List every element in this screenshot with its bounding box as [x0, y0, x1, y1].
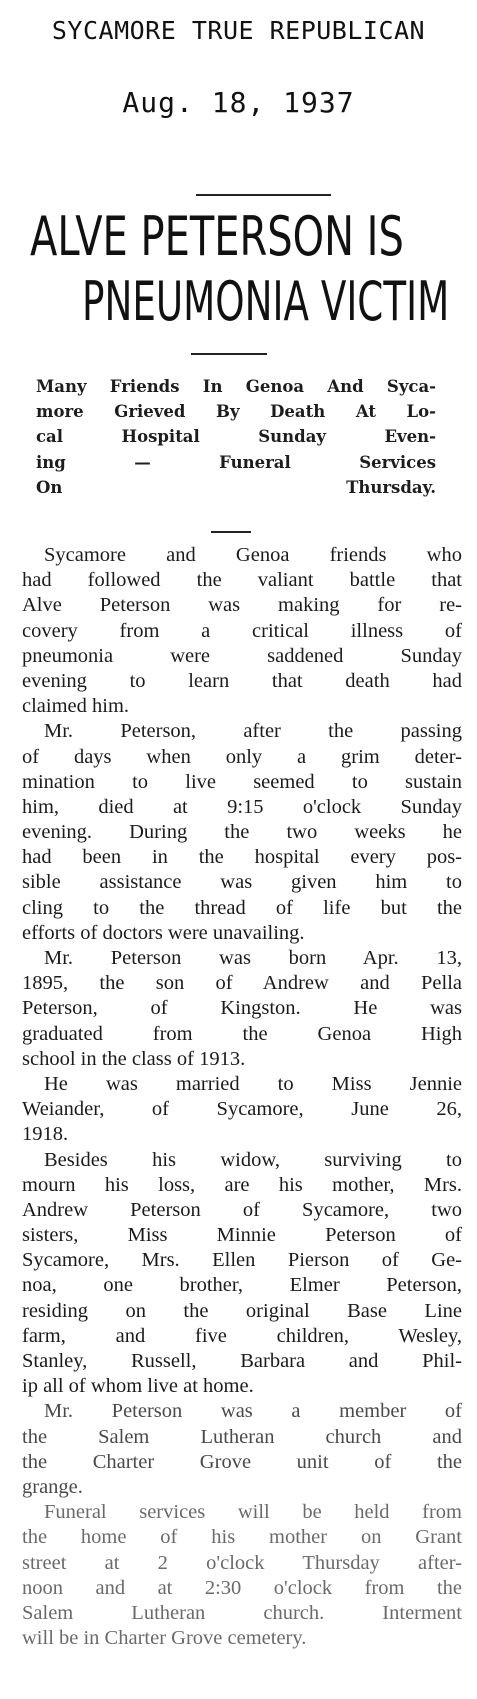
article-line: Mr. Peterson was a member of: [44, 1400, 462, 1423]
article-line: sible assistance was given him to: [22, 871, 462, 894]
article-line: Peterson, of Kingston. He was: [22, 997, 462, 1020]
article-line: covery from a critical illness of: [22, 619, 462, 642]
article-line: noa, one brother, Elmer Peterson,: [22, 1274, 462, 1297]
article-line: school in the class of 1913.: [22, 1047, 246, 1070]
article-line: residing on the original Base Line: [22, 1299, 462, 1322]
article-line: noon and at 2:30 o'clock from the: [22, 1576, 462, 1599]
article-paragraph: [22, 1148, 462, 1400]
article-paragraph: [22, 1399, 462, 1500]
article-line: Sycamore, Mrs. Ellen Pierson of Ge-: [22, 1249, 462, 1272]
article-line: street at 2 o'clock Thursday after-: [22, 1551, 462, 1574]
article-line: graduated from the Genoa High: [22, 1022, 462, 1045]
article-line: evening. During the two weeks he: [22, 821, 462, 844]
article-line: Salem Lutheran church. Interment: [22, 1601, 462, 1624]
article-line: the home of his mother on Grant: [22, 1526, 462, 1549]
article-body: [22, 543, 462, 1651]
subheadline-deck: [36, 374, 436, 500]
article-line: Stanley, Russell, Barbara and Phil-: [22, 1350, 462, 1372]
article-line: of days when only a grim deter-: [22, 745, 462, 768]
article-line: Funeral services will be held from: [44, 1501, 462, 1524]
article-line: farm, and five children, Wesley,: [22, 1324, 462, 1347]
article-line: had been in the hospital every pos-: [22, 846, 462, 869]
article-line: will be in Charter Grove cemetery.: [22, 1627, 307, 1650]
article-paragraph: [22, 543, 462, 719]
article-line: claimed him.: [22, 695, 130, 718]
deck-line: Many Friends In Genoa And Syca-: [36, 377, 436, 396]
deck-line: cal Hospital Sunday Even-: [36, 427, 436, 447]
publication-date: Aug. 18, 1937: [122, 86, 355, 119]
article-paragraph: [22, 1500, 462, 1651]
article-line: had followed the valiant battle that: [22, 569, 462, 592]
headline-line-2: PNEUMONIA VICTIM: [82, 270, 450, 333]
article-line: He was married to Miss Jennie: [44, 1072, 462, 1095]
article-line: Weiander, of Sycamore, June 26,: [22, 1098, 462, 1121]
article-line: efforts of doctors were unavailing.: [22, 921, 305, 944]
article-line: Mr. Peterson, after the passing: [44, 720, 462, 743]
article-line: Andrew Peterson of Sycamore, two: [22, 1198, 462, 1221]
article-line: Besides his widow, surviving to: [44, 1148, 462, 1171]
article-line: mination to live seemed to sustain: [22, 770, 462, 793]
article-paragraph: [22, 946, 462, 1072]
article-line: 1895, the son of Andrew and Pella: [22, 972, 462, 995]
article-line: mourn his loss, are his mother, Mrs.: [22, 1173, 462, 1196]
article-paragraph: [22, 719, 462, 946]
article-line: Alve Peterson was making for re-: [22, 594, 462, 617]
article-line: Mr. Peterson was born Apr. 13,: [44, 947, 462, 969]
newspaper-name: SYCAMORE TRUE REPUBLICAN: [51, 16, 426, 45]
deck-line: On Thursday.: [36, 477, 436, 497]
headline-divider-rule: [191, 353, 267, 355]
article-paragraph: [22, 1072, 462, 1148]
article-line: the Charter Grove unit of the: [22, 1450, 462, 1473]
article-line: grange.: [22, 1475, 83, 1498]
deck-line: more Grieved By Death At Lo-: [36, 402, 436, 422]
deck-divider-rule: [211, 531, 251, 533]
article-line: him, died at 9:15 o'clock Sunday: [22, 795, 462, 818]
article-line: sisters, Miss Minnie Peterson of: [22, 1224, 462, 1247]
deck-line: ing — Funeral Services: [36, 452, 436, 472]
article-line: 1918.: [22, 1123, 69, 1146]
article-line: pneumonia were saddened Sunday: [22, 644, 462, 667]
article-line: evening to learn that death had: [22, 669, 462, 692]
article-line: Sycamore and Genoa friends who: [44, 544, 462, 566]
article-line: ip all of whom live at home.: [22, 1375, 254, 1398]
article-line: cling to the thread of life but the: [22, 896, 462, 919]
headline-line-1: ALVE PETERSON IS: [30, 205, 404, 268]
top-divider-rule: [196, 194, 331, 196]
article-line: the Salem Lutheran church and: [22, 1425, 462, 1448]
